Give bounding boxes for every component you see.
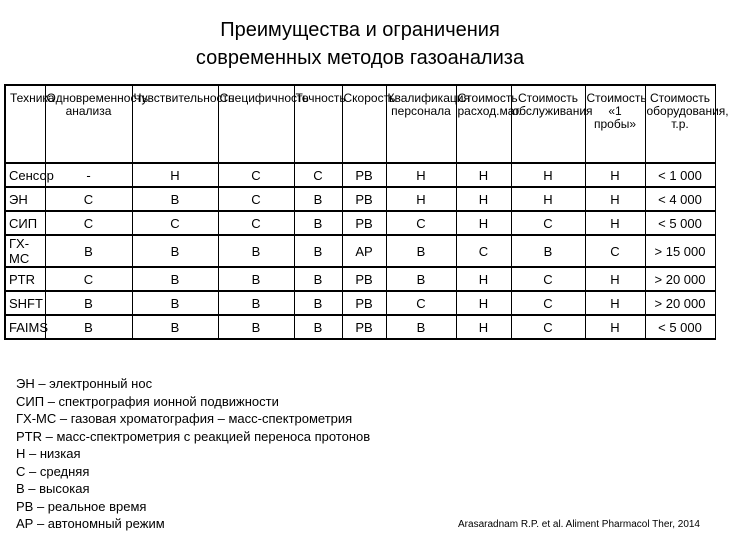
table-row [5,267,715,291]
table-header-cell: Стоимость оборудования, т.р. [645,85,715,163]
table-cell: В [132,187,218,211]
table-row-label: СИП [5,211,45,235]
table-cell: В [294,291,342,315]
table-cell: В [132,291,218,315]
table-header-cell: Точность [294,85,342,163]
table-cell: В [294,187,342,211]
legend-item: Н – низкая [16,446,81,461]
table-cell: Н [456,291,511,315]
table-cell: Н [456,163,511,187]
table-cell: С [294,163,342,187]
table-row [5,291,715,315]
table-cell: В [294,235,342,267]
table-cell: > 20 000 [645,267,715,291]
table-header-cell: Стоимость обслуживания [511,85,585,163]
table-cell: В [386,235,456,267]
table-cell: С [511,291,585,315]
table-cell: Н [585,291,645,315]
table-cell: В [45,235,132,267]
table-row [5,235,715,267]
table-cell: РВ [342,291,386,315]
table-cell: < 5 000 [645,315,715,339]
table-cell: С [386,211,456,235]
table-cell: С [218,163,294,187]
table-header-cell: Чувствительность [132,85,218,163]
table-cell: Н [585,315,645,339]
legend-item: РВ – реальное время [16,498,147,514]
legend-item: ГХ-МС – газовая хроматография – масс-спектрометрия [16,411,353,426]
table-cell: В [294,267,342,291]
table-cell: С [218,211,294,235]
table-cell: В [294,211,342,235]
table-cell: РВ [342,163,386,187]
table-cell: Н [456,267,511,291]
table-cell: С [511,267,585,291]
legend-item: В – высокая [16,481,90,496]
table-cell: < 1 000 [645,163,715,187]
table-row [5,163,715,187]
table-cell: В [218,315,294,339]
table-header-cell: Техника [5,85,45,163]
title-line-2: современных методов газоанализа [195,47,525,69]
table-cell: С [45,267,132,291]
legend-item: АР – автономный режим [16,516,165,531]
table-cell: С [386,291,456,315]
table-cell: Н [585,211,645,235]
table-cell: В [132,315,218,339]
table-cell: - [45,163,132,187]
table-cell: < 5 000 [645,211,715,235]
table-cell: Н [386,187,456,211]
table-header-cell: Специфичность [218,85,294,163]
table-cell: В [218,291,294,315]
table-cell: С [45,187,132,211]
table-cell: В [386,315,456,339]
table-cell: Н [585,187,645,211]
legend-item: ЭН – электронный нос [16,376,153,391]
legend-item: PTR – масс-спектрометрия с реакцией переноса протонов [16,428,371,444]
table-header-cell: Стоимость расход.мат. [456,85,511,163]
table-cell: В [386,267,456,291]
table-cell: Н [456,211,511,235]
table-cell: С [511,211,585,235]
table-cell: Н [456,187,511,211]
table-row [5,211,715,235]
legend-item: СИП – спектрография ионной подвижности [16,393,279,409]
table-row [5,315,715,339]
table-cell: Н [386,163,456,187]
table-cell: Н [456,315,511,339]
table-header-cell: Квалификация персонала [386,85,456,163]
table-header-cell: Скорость [342,85,386,163]
table-cell: Н [585,163,645,187]
table-cell: С [218,187,294,211]
table-row-label: ЭН [5,187,45,211]
table-row [5,187,715,211]
table-row-label: SHFT [5,291,45,315]
table-cell: В [218,267,294,291]
table-cell: РВ [342,315,386,339]
table-row-label: Сенсор [5,163,45,187]
table-cell: В [511,235,585,267]
table-body [5,163,715,339]
table-cell: В [132,235,218,267]
table-cell: > 20 000 [645,291,715,315]
table-row-label: FAIMS [5,315,45,339]
comparison-table [4,84,729,340]
table-cell: В [132,267,218,291]
legend-item: С – средняя [16,463,90,479]
comparison-table-container [4,84,729,340]
table-cell: АР [342,235,386,267]
table-cell: В [218,235,294,267]
table-cell: РВ [342,187,386,211]
table-cell: < 4 000 [645,187,715,211]
page-title [0,16,720,72]
table-cell: С [132,211,218,235]
table-cell: В [45,315,132,339]
table-cell: Н [132,163,218,187]
table-row-label: PTR [5,267,45,291]
table-cell: РВ [342,267,386,291]
table-cell: > 15 000 [645,235,715,267]
table-cell: Н [585,267,645,291]
table-cell: С [585,235,645,267]
legend [16,375,370,533]
table-cell: С [45,211,132,235]
title-line-1: Преимущества и ограничения [220,19,500,41]
table-cell: РВ [342,211,386,235]
table-cell: С [456,235,511,267]
table-cell: В [45,291,132,315]
table-cell: С [511,315,585,339]
table-header-cell: Стоимость «1 пробы» [585,85,645,163]
table-cell: Н [511,187,585,211]
table-header-row [5,85,715,163]
table-cell: Н [511,163,585,187]
source-citation: Arasaradnam R.P. et al. Aliment Pharmacol Ther, 2014 [458,519,700,530]
table-cell: В [294,315,342,339]
table-header-cell: Одновременность анализа [45,85,132,163]
table-row-label: ГХ-МС [5,235,45,267]
